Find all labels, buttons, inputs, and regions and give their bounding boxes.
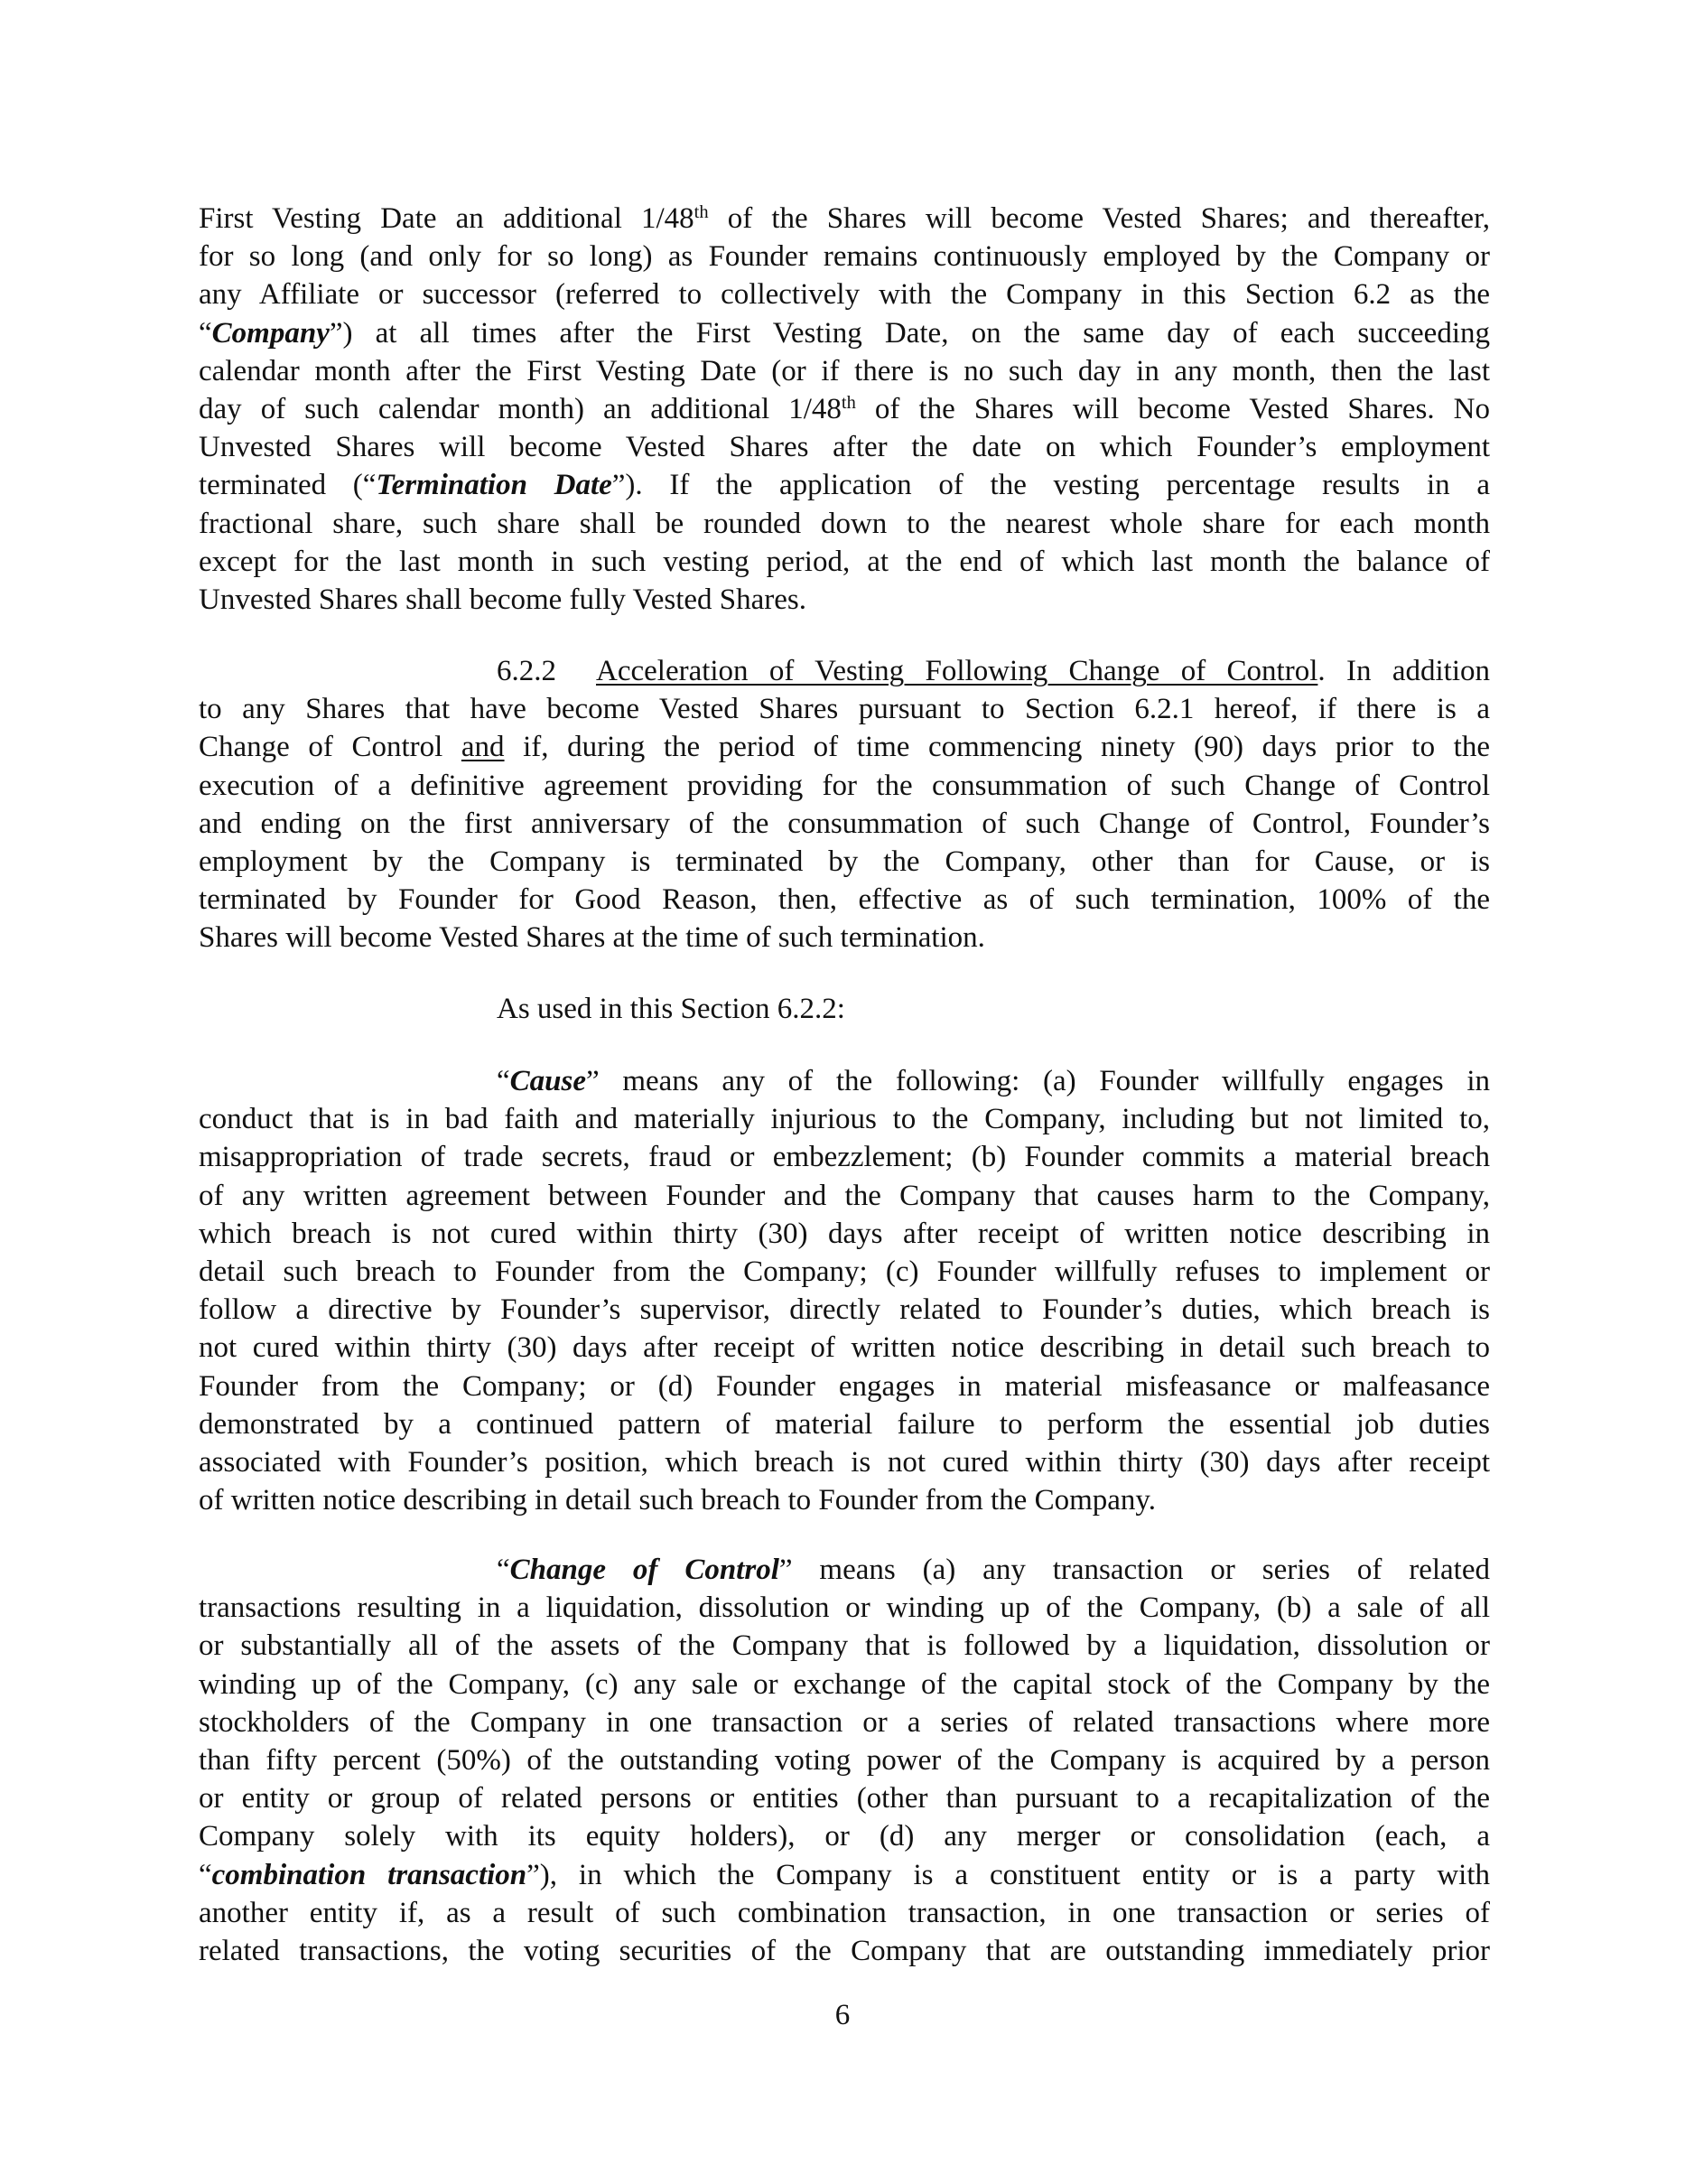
- text-run: ” means any of the following: (a) Founder willfully engages in: [586, 1065, 1490, 1097]
- text-line: [199, 352, 1490, 390]
- text-line: [199, 1551, 1490, 1589]
- text-line: [199, 505, 1490, 543]
- text-line: [199, 466, 1490, 504]
- text-run: than fifty percent (50%) of the outstanding voting power of the Company is acquired by a person: [199, 1743, 1490, 1777]
- text-line: [199, 1481, 1490, 1519]
- text-line: [199, 314, 1490, 352]
- text-line: [199, 843, 1490, 881]
- text-line: [199, 728, 1490, 766]
- text-run: “: [199, 1858, 212, 1891]
- text-run: terminated (“: [199, 469, 377, 502]
- text-run: ” means (a) any transaction or series of related: [778, 1554, 1490, 1586]
- text-run: to any Shares that have become Vested Shares pursuant to Section 6.2.1 hereof, if there is a: [199, 693, 1490, 726]
- text-run: which breach is not cured within thirty (30) days after receipt of written notice describing in: [199, 1217, 1490, 1250]
- paragraph: [199, 1551, 1490, 1970]
- text-run: stockholders of the Company in one transaction or a series of related transactions where more: [199, 1705, 1490, 1739]
- text-line: [199, 390, 1490, 428]
- text-line: [199, 1443, 1490, 1481]
- text-run: if, during the period of time commencing ninety (90) days prior to the: [504, 731, 1490, 764]
- superscript: th: [841, 392, 856, 413]
- text-line: [199, 805, 1490, 843]
- text-line: [199, 1856, 1490, 1894]
- text-run: ”). If the application of the vesting percentage results in a: [611, 469, 1490, 502]
- text-run: of the Shares will become Vested Shares; and thereafter,: [708, 202, 1490, 235]
- text-run: any Affiliate or successor (referred to collectively with the Company in this Section 6.2 as the: [199, 278, 1490, 312]
- text-run: winding up of the Company, (c) any sale or exchange of the capital stock of the Company by the: [199, 1667, 1490, 1701]
- text-run: “: [497, 1554, 510, 1586]
- text-line: [199, 767, 1490, 805]
- text-line: [199, 1741, 1490, 1779]
- text-line: [199, 1932, 1490, 1970]
- text-line: [199, 919, 1490, 957]
- text-run: associated with Founder’s position, which breach is not cured within thirty (30) days after receipt: [199, 1445, 1490, 1479]
- text-line: [199, 1779, 1490, 1817]
- text-line: [199, 1703, 1490, 1741]
- text-run: Unvested Shares shall become fully Vested Shares.: [199, 583, 806, 616]
- defined-term: Change of Control: [509, 1554, 779, 1586]
- defined-term: Company: [211, 316, 330, 350]
- text-run: follow a directive by Founder’s supervisor, directly related to Founder’s duties, which breach is: [199, 1293, 1490, 1327]
- text-line: [199, 1666, 1490, 1703]
- text-line: [199, 1177, 1490, 1215]
- text-run: ”) at all times after the First Vesting Date, on the same day of each succeeding: [329, 316, 1490, 350]
- paragraph: [199, 652, 1490, 957]
- text-line: [199, 1291, 1490, 1329]
- text-line: [199, 1367, 1490, 1405]
- section-number: 6.2.2: [497, 655, 556, 687]
- text-line: [199, 275, 1490, 313]
- text-run: fractional share, such share shall be rounded down to the nearest whole share for each month: [199, 507, 1490, 540]
- text-run: demonstrated by a continued pattern of material failure to perform the essential job duties: [199, 1407, 1490, 1441]
- text-run: As used in this Section 6.2.2:: [497, 993, 845, 1025]
- text-line: [199, 543, 1490, 581]
- text-run: or entity or group of related persons or entities (other than pursuant to a recapitalization of the: [199, 1782, 1490, 1815]
- text-run: detail such breach to Founder from the Company; (c) Founder willfully refuses to implement or: [199, 1255, 1490, 1288]
- text-run: except for the last month in such vesting period, at the end of which last month the balance of: [199, 545, 1490, 578]
- text-run: employment by the Company is terminated by the Company, other than for Cause, or is: [199, 845, 1490, 878]
- text-line: [199, 652, 1490, 690]
- text-run: related transactions, the voting securities of the Company that are outstanding immediately prior: [199, 1934, 1490, 1967]
- superscript: th: [694, 201, 709, 222]
- paragraph: [199, 200, 1490, 619]
- text-line: [199, 1253, 1490, 1291]
- text-run: misappropriation of trade secrets, fraud or embezzlement; (b) Founder commits a material breach: [199, 1141, 1490, 1174]
- text-run: Unvested Shares will become Vested Shares after the date on which Founder’s employment: [199, 431, 1490, 464]
- text-run: . In addition: [1317, 655, 1490, 687]
- text-line: [199, 1405, 1490, 1443]
- defined-term: combination transaction: [211, 1858, 527, 1891]
- text-run: another entity if, as a result of such combination transaction, in one transaction or series of: [199, 1896, 1490, 1929]
- text-run: transactions resulting in a liquidation, dissolution or winding up of the Company, (b) a sale of all: [199, 1591, 1490, 1625]
- text-line: [199, 1062, 1490, 1100]
- paragraph: [199, 990, 1490, 1028]
- text-line: [199, 1215, 1490, 1253]
- text-run: execution of a definitive agreement providing for the consummation of such Change of Control: [199, 769, 1490, 802]
- text-run: Change of Control: [199, 731, 461, 764]
- text-line: [199, 1138, 1490, 1176]
- text-line: [199, 1817, 1490, 1855]
- text-line: [199, 238, 1490, 275]
- text-line: [199, 1329, 1490, 1367]
- text-run: conduct that is in bad faith and materially injurious to the Company, including but not limited to,: [199, 1103, 1490, 1136]
- text-run: Shares will become Vested Shares at the time of such termination.: [199, 921, 985, 955]
- text-run: Company solely with its equity holders), or (d) any merger or consolidation (each, a: [199, 1820, 1490, 1853]
- underlined-text: Acceleration of Vesting Following Change of Control: [596, 655, 1318, 687]
- text-run: ”), in which the Company is a constituent entity or is a party with: [526, 1858, 1490, 1891]
- underlined-text: and: [461, 731, 505, 764]
- text-run: and ending on the first anniversary of the consummation of such Change of Control, Founder’s: [199, 807, 1490, 840]
- text-run: or substantially all of the assets of the Company that is followed by a liquidation, dissolution or: [199, 1629, 1490, 1663]
- text-line: [199, 881, 1490, 919]
- text-run: not cured within thirty (30) days after receipt of written notice describing in detail such breach to: [199, 1331, 1490, 1365]
- text-run: for so long (and only for so long) as Founder remains continuously employed by the Company or: [199, 240, 1490, 274]
- text-line: [199, 1589, 1490, 1627]
- text-line: [199, 1627, 1490, 1665]
- text-line: [199, 990, 1490, 1028]
- text-run: of any written agreement between Founder and the Company that causes harm to the Company,: [199, 1179, 1490, 1212]
- text-line: [199, 200, 1490, 238]
- defined-term: Cause: [509, 1065, 587, 1097]
- text-run: of the Shares will become Vested Shares. No: [855, 392, 1490, 425]
- text-run: terminated by Founder for Good Reason, then, effective as of such termination, 100% of the: [199, 883, 1490, 917]
- text-run: First Vesting Date an additional 1/48: [199, 202, 694, 235]
- text-line: [199, 690, 1490, 728]
- text-run: “: [199, 316, 212, 350]
- paragraph: [199, 1062, 1490, 1519]
- text-run: day of such calendar month) an additional 1/48: [199, 392, 842, 425]
- text-line: [199, 428, 1490, 466]
- text-run: Founder from the Company; or (d) Founder engages in material misfeasance or malfeasance: [199, 1369, 1490, 1403]
- text-line: [199, 581, 1490, 619]
- text-line: [199, 1100, 1490, 1138]
- defined-term: Termination Date: [376, 469, 612, 502]
- text-run: of written notice describing in detail such breach to Founder from the Company.: [199, 1484, 1156, 1517]
- page-number: 6: [834, 1999, 851, 2031]
- text-run: “: [497, 1065, 510, 1097]
- text-line: [199, 1894, 1490, 1932]
- text-run: calendar month after the First Vesting Date (or if there is no such day in any month, then the last: [199, 354, 1490, 387]
